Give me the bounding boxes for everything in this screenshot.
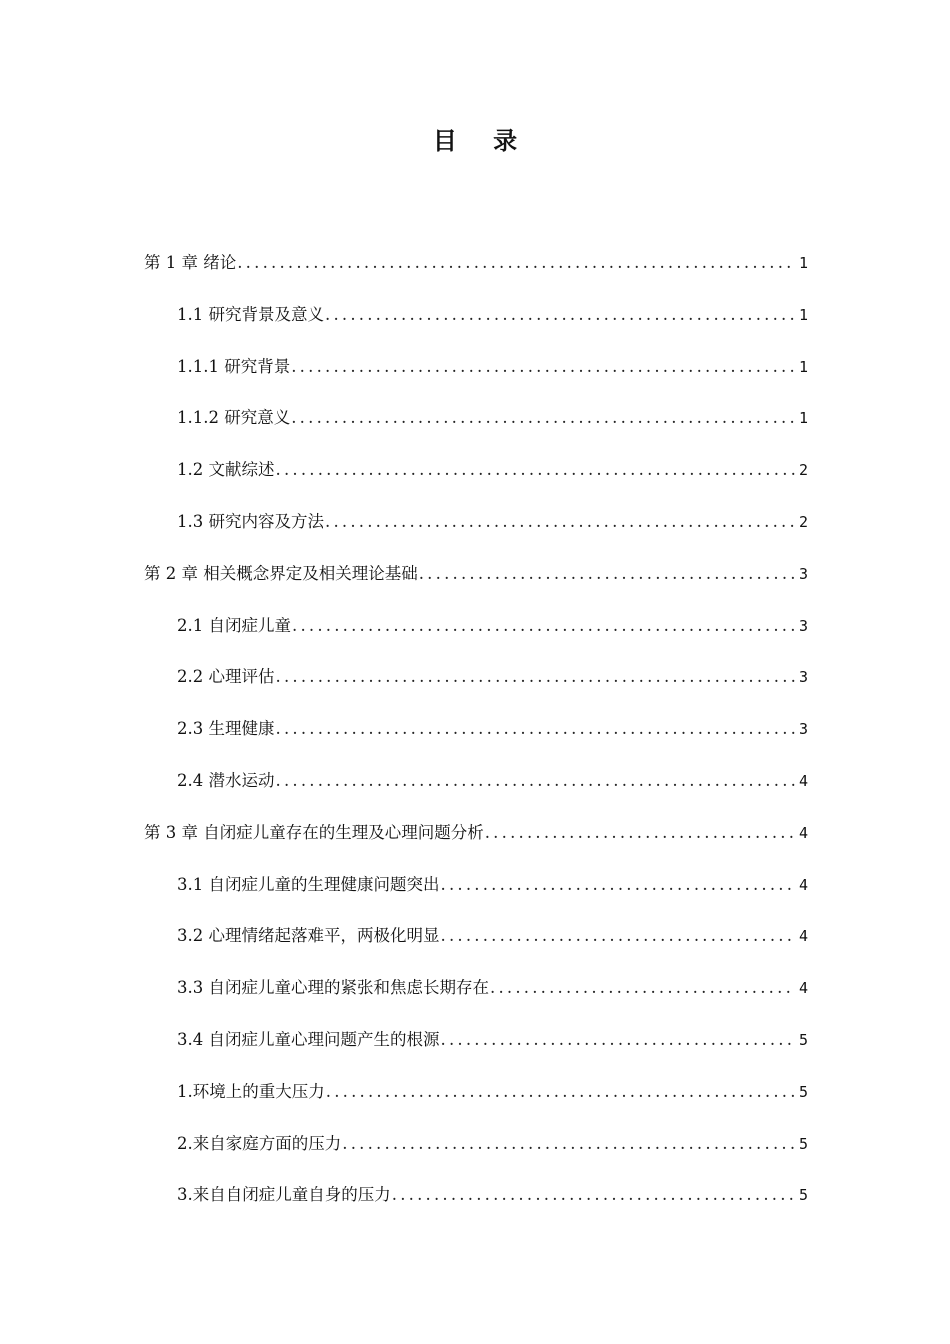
dot-leader xyxy=(276,662,795,692)
toc-page-number: 4 xyxy=(798,979,808,998)
toc-page-number: 1 xyxy=(798,254,808,272)
dot-leader xyxy=(441,921,795,951)
toc-entry-1-1-1[interactable] xyxy=(144,352,808,404)
toc-page-number: 4 xyxy=(798,823,808,842)
toc-page-number: 3 xyxy=(798,616,808,635)
toc-page-number: 2 xyxy=(798,461,808,480)
toc-entry-3-2[interactable] xyxy=(144,921,808,973)
dot-leader xyxy=(342,1129,795,1159)
toc-entry-text: 3.2 心理情绪起落难平，两极化明显 xyxy=(177,926,440,946)
toc-entry-text: 第 1 章 绪论 xyxy=(144,253,237,272)
dot-leader xyxy=(485,818,795,848)
toc-entry-text: 3.4 自闭症儿童心理问题产生的根源 xyxy=(177,1029,440,1049)
toc-page-number: 4 xyxy=(798,927,808,946)
toc-page-number: 1 xyxy=(798,305,808,324)
dot-leader xyxy=(291,403,795,433)
toc-entry-3-3[interactable] xyxy=(144,973,808,1025)
toc-page-number: 3 xyxy=(798,668,808,687)
toc-entry-text: 1.环境上的重大压力 xyxy=(177,1081,325,1101)
toc-page-number: 4 xyxy=(798,771,808,790)
toc-entry-1-2[interactable] xyxy=(144,455,808,507)
toc-entry-text: 第 2 章 相关概念界定及相关理论基础 xyxy=(144,563,418,583)
dot-leader xyxy=(441,870,795,900)
toc-page-number: 5 xyxy=(798,1186,808,1205)
toc-entry-2-2[interactable] xyxy=(144,662,808,714)
dot-leader xyxy=(237,248,795,278)
toc-title: 目 录 xyxy=(432,127,532,155)
toc-entry-1-1-2[interactable] xyxy=(144,403,808,455)
dot-leader xyxy=(276,714,795,744)
toc-page-number: 1 xyxy=(798,357,808,376)
dot-leader xyxy=(325,507,795,537)
dot-leader xyxy=(326,1077,795,1107)
toc-entry-text: 2.2 心理评估 xyxy=(177,667,275,687)
toc-entry-2-3[interactable] xyxy=(144,714,808,766)
toc-page-number: 3 xyxy=(798,564,808,583)
toc-entry-text: 第 3 章 自闭症儿童存在的生理及心理问题分析 xyxy=(144,822,484,842)
toc-entry-chapter-3[interactable] xyxy=(144,818,808,870)
toc-entry-3-4-3[interactable] xyxy=(144,1180,808,1232)
toc-entry-1-3[interactable] xyxy=(144,507,808,559)
toc-entry-text: 1.1 研究背景及意义 xyxy=(177,304,324,324)
toc-entry-text: 2.3 生理健康 xyxy=(177,719,275,739)
toc-page-number: 5 xyxy=(798,1082,808,1101)
toc-entry-text: 2.1 自闭症儿童 xyxy=(177,615,291,635)
toc-page-number: 1 xyxy=(798,409,808,428)
toc-entry-text: 3.1 自闭症儿童的生理健康问题突出 xyxy=(177,874,440,894)
dot-leader xyxy=(490,973,795,1003)
dot-leader xyxy=(392,1180,795,1210)
toc-entry-chapter-2[interactable] xyxy=(144,559,808,611)
toc-entry-text: 1.3 研究内容及方法 xyxy=(177,511,324,531)
dot-leader xyxy=(419,559,795,589)
dot-leader xyxy=(441,1025,795,1055)
toc-entry-text: 3.来自自闭症儿童自身的压力 xyxy=(177,1185,391,1205)
toc-entry-chapter-1[interactable] xyxy=(144,248,808,300)
toc-entry-text: 3.3 自闭症儿童心理的紧张和焦虑长期存在 xyxy=(177,978,489,998)
dot-leader xyxy=(292,611,795,641)
dot-leader xyxy=(291,352,795,382)
toc-entry-text: 2.4 潜水运动 xyxy=(177,770,275,790)
toc-entry-3-4-1[interactable] xyxy=(144,1077,808,1129)
toc-entry-text: 1.1.2 研究意义 xyxy=(177,408,291,428)
toc-page-number: 2 xyxy=(798,512,808,531)
toc-entry-text: 2.来自家庭方面的压力 xyxy=(177,1133,342,1153)
toc-page-number: 3 xyxy=(798,720,808,739)
toc-entry-2-1[interactable] xyxy=(144,611,808,663)
toc-entry-1-1[interactable] xyxy=(144,300,808,352)
toc-entry-3-1[interactable] xyxy=(144,870,808,922)
toc-entry-3-4-2[interactable] xyxy=(144,1129,808,1181)
dot-leader xyxy=(276,766,795,796)
toc-entry-text: 1.1.1 研究背景 xyxy=(177,356,291,376)
toc-page-number: 4 xyxy=(798,875,808,894)
toc-entry-text: 1.2 文献综述 xyxy=(177,460,275,480)
toc-list xyxy=(144,248,808,1232)
toc-entry-2-4[interactable] xyxy=(144,766,808,818)
dot-leader xyxy=(325,300,795,330)
toc-page-number: 5 xyxy=(798,1134,808,1153)
toc-page-number: 5 xyxy=(798,1030,808,1049)
dot-leader xyxy=(276,455,795,485)
toc-entry-3-4[interactable] xyxy=(144,1025,808,1077)
